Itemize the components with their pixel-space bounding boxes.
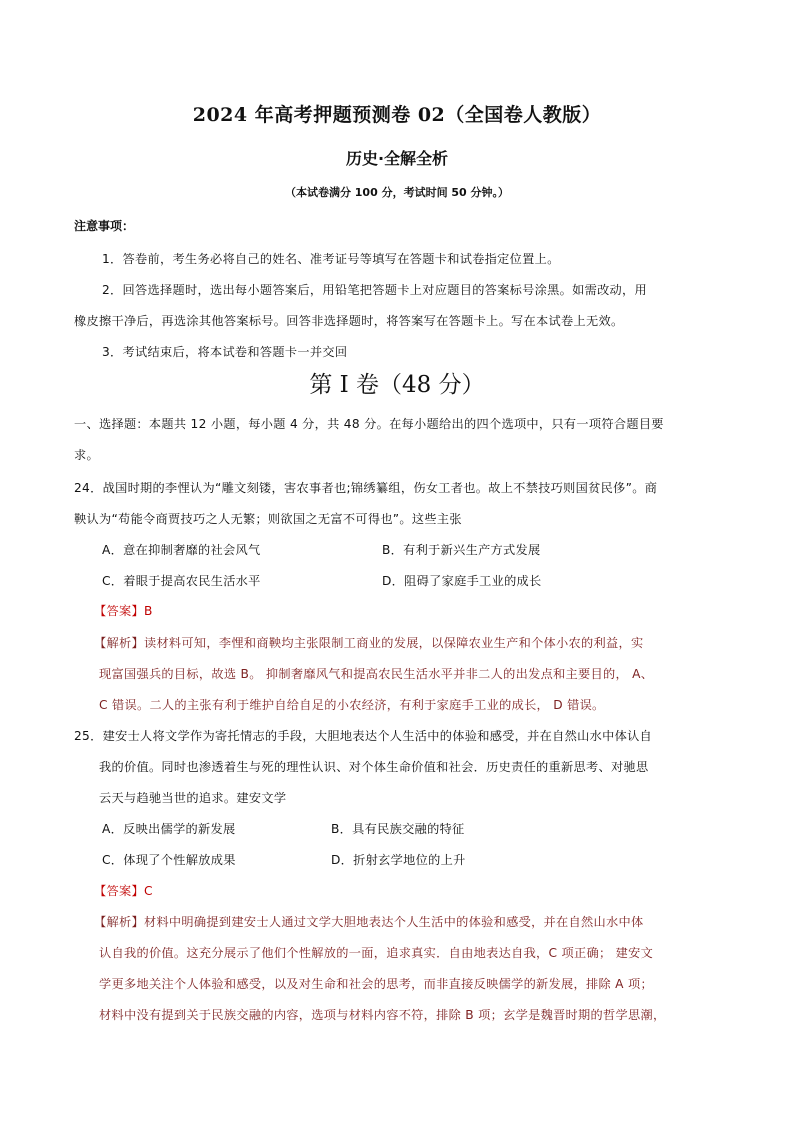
q24-answer xyxy=(94,602,153,619)
q24-analysis: 【解析】读材料可知，李悝和商鞅均主张限制工商业的发展，以保障农业生产和个体小农的利益，实 xyxy=(94,636,644,650)
q25-option-a: A．反映出儒学的新发展 xyxy=(102,822,236,836)
q25-analysis: 【解析】材料中明确提到建安士人通过文学大胆地表达个人生活中的体验和感受，并在自然山水中体 xyxy=(94,915,644,929)
answer-value: C xyxy=(143,884,153,898)
q25-option-b: B．具有民族交融的特征 xyxy=(331,822,465,836)
q25-stem: 云天与趋驰当世的追求。建安文学 xyxy=(99,791,287,805)
q25-answer xyxy=(94,882,153,899)
section-instruction: 一、选择题：本题共 12 小题，每小题 4 分，共 48 分。在每小题给出的四个选项中，只有一项符合题目要 xyxy=(74,417,664,431)
section-title: 第 I 卷（48 分） xyxy=(309,372,485,398)
q25-analysis: 学更多地关注个人体验和感受，以及对生命和社会的思考，而非直接反映儒学的新发展，排除 A 项； xyxy=(99,977,653,991)
notes-heading: 注意事项： xyxy=(74,219,135,233)
page-subtitle: 历史·全解全析 xyxy=(345,149,449,168)
note-line: 橡皮擦干净后，再选涂其他答案标号。回答非选择题时，将答案写在答题卡上。写在本试卷上无效。 xyxy=(74,314,624,328)
section-instruction: 求。 xyxy=(74,448,99,462)
q24-option-c: C．着眼于提高农民生活水平 xyxy=(102,574,261,588)
note-line: 2．回答选择题时，选出每小题答案后，用铅笔把答题卡上对应题目的答案标号涂黑。如需改动，用 xyxy=(102,283,648,297)
note-line: 1．答卷前，考生务必将自己的姓名、准考证号等填写在答题卡和试卷指定位置上。 xyxy=(102,252,560,266)
q25-analysis: 材料中没有提到关于民族交融的内容，选项与材料内容不符，排除 B 项；玄学是魏晋时期的哲学思潮， xyxy=(99,1008,666,1022)
answer-label: 【答案】 xyxy=(94,884,144,898)
analysis-label: 【解析】 xyxy=(94,636,144,650)
q24-analysis: 现富国强兵的目标，故选 B。 抑制奢靡风气和提高农民生活水平并非二人的出发点和主要目的， A、 xyxy=(99,667,654,681)
analysis-label: 【解析】 xyxy=(94,915,144,929)
q25-option-d: D．折射玄学地位的上升 xyxy=(331,853,466,867)
q24-analysis: C 错误。二人的主张有利于维护自给自足的小农经济，有利于家庭手工业的成长， D 错误。 xyxy=(99,698,605,712)
q24-stem: 24．战国时期的李悝认为“雕文刻镂，害农事者也;锦绣纂组，伤女工者也。故上不禁技巧则国贫民侈”。商 xyxy=(74,481,658,495)
answer-label: 【答案】 xyxy=(94,604,144,618)
page-title: 2024 年高考押题预测卷 02（全国卷人教版） xyxy=(192,104,602,126)
q24-option-a: A．意在抑制奢靡的社会风气 xyxy=(102,543,261,557)
q24-stem: 鞅认为“苟能令商贾技巧之人无繁；则欲国之无富不可得也”。这些主张 xyxy=(74,512,462,526)
answer-value: B xyxy=(143,604,153,618)
q24-option-b: B．有利于新兴生产方式发展 xyxy=(382,543,541,557)
exam-meta: （本试卷满分 100 分，考试时间 50 分钟。） xyxy=(284,186,510,199)
q25-stem: 我的价值。同时也渗透着生与死的理性认识、对个体生命价值和社会．历史责任的重新思考、对驰思 xyxy=(99,760,649,774)
q24-option-d: D．阻碍了家庭手工业的成长 xyxy=(382,574,542,588)
note-line: 3．考试结束后，将本试卷和答题卡一并交回 xyxy=(102,345,348,359)
q25-option-c: C．体现了个性解放成果 xyxy=(102,853,236,867)
q25-analysis: 认自我的价值。这充分展示了他们个性解放的一面，追求真实．自由地表达自我，C 项正确； 建安文 xyxy=(99,946,654,960)
q25-stem: 25．建安士人将文学作为寄托情志的手段，大胆地表达个人生活中的体验和感受，并在自然山水中体认自 xyxy=(74,729,653,743)
